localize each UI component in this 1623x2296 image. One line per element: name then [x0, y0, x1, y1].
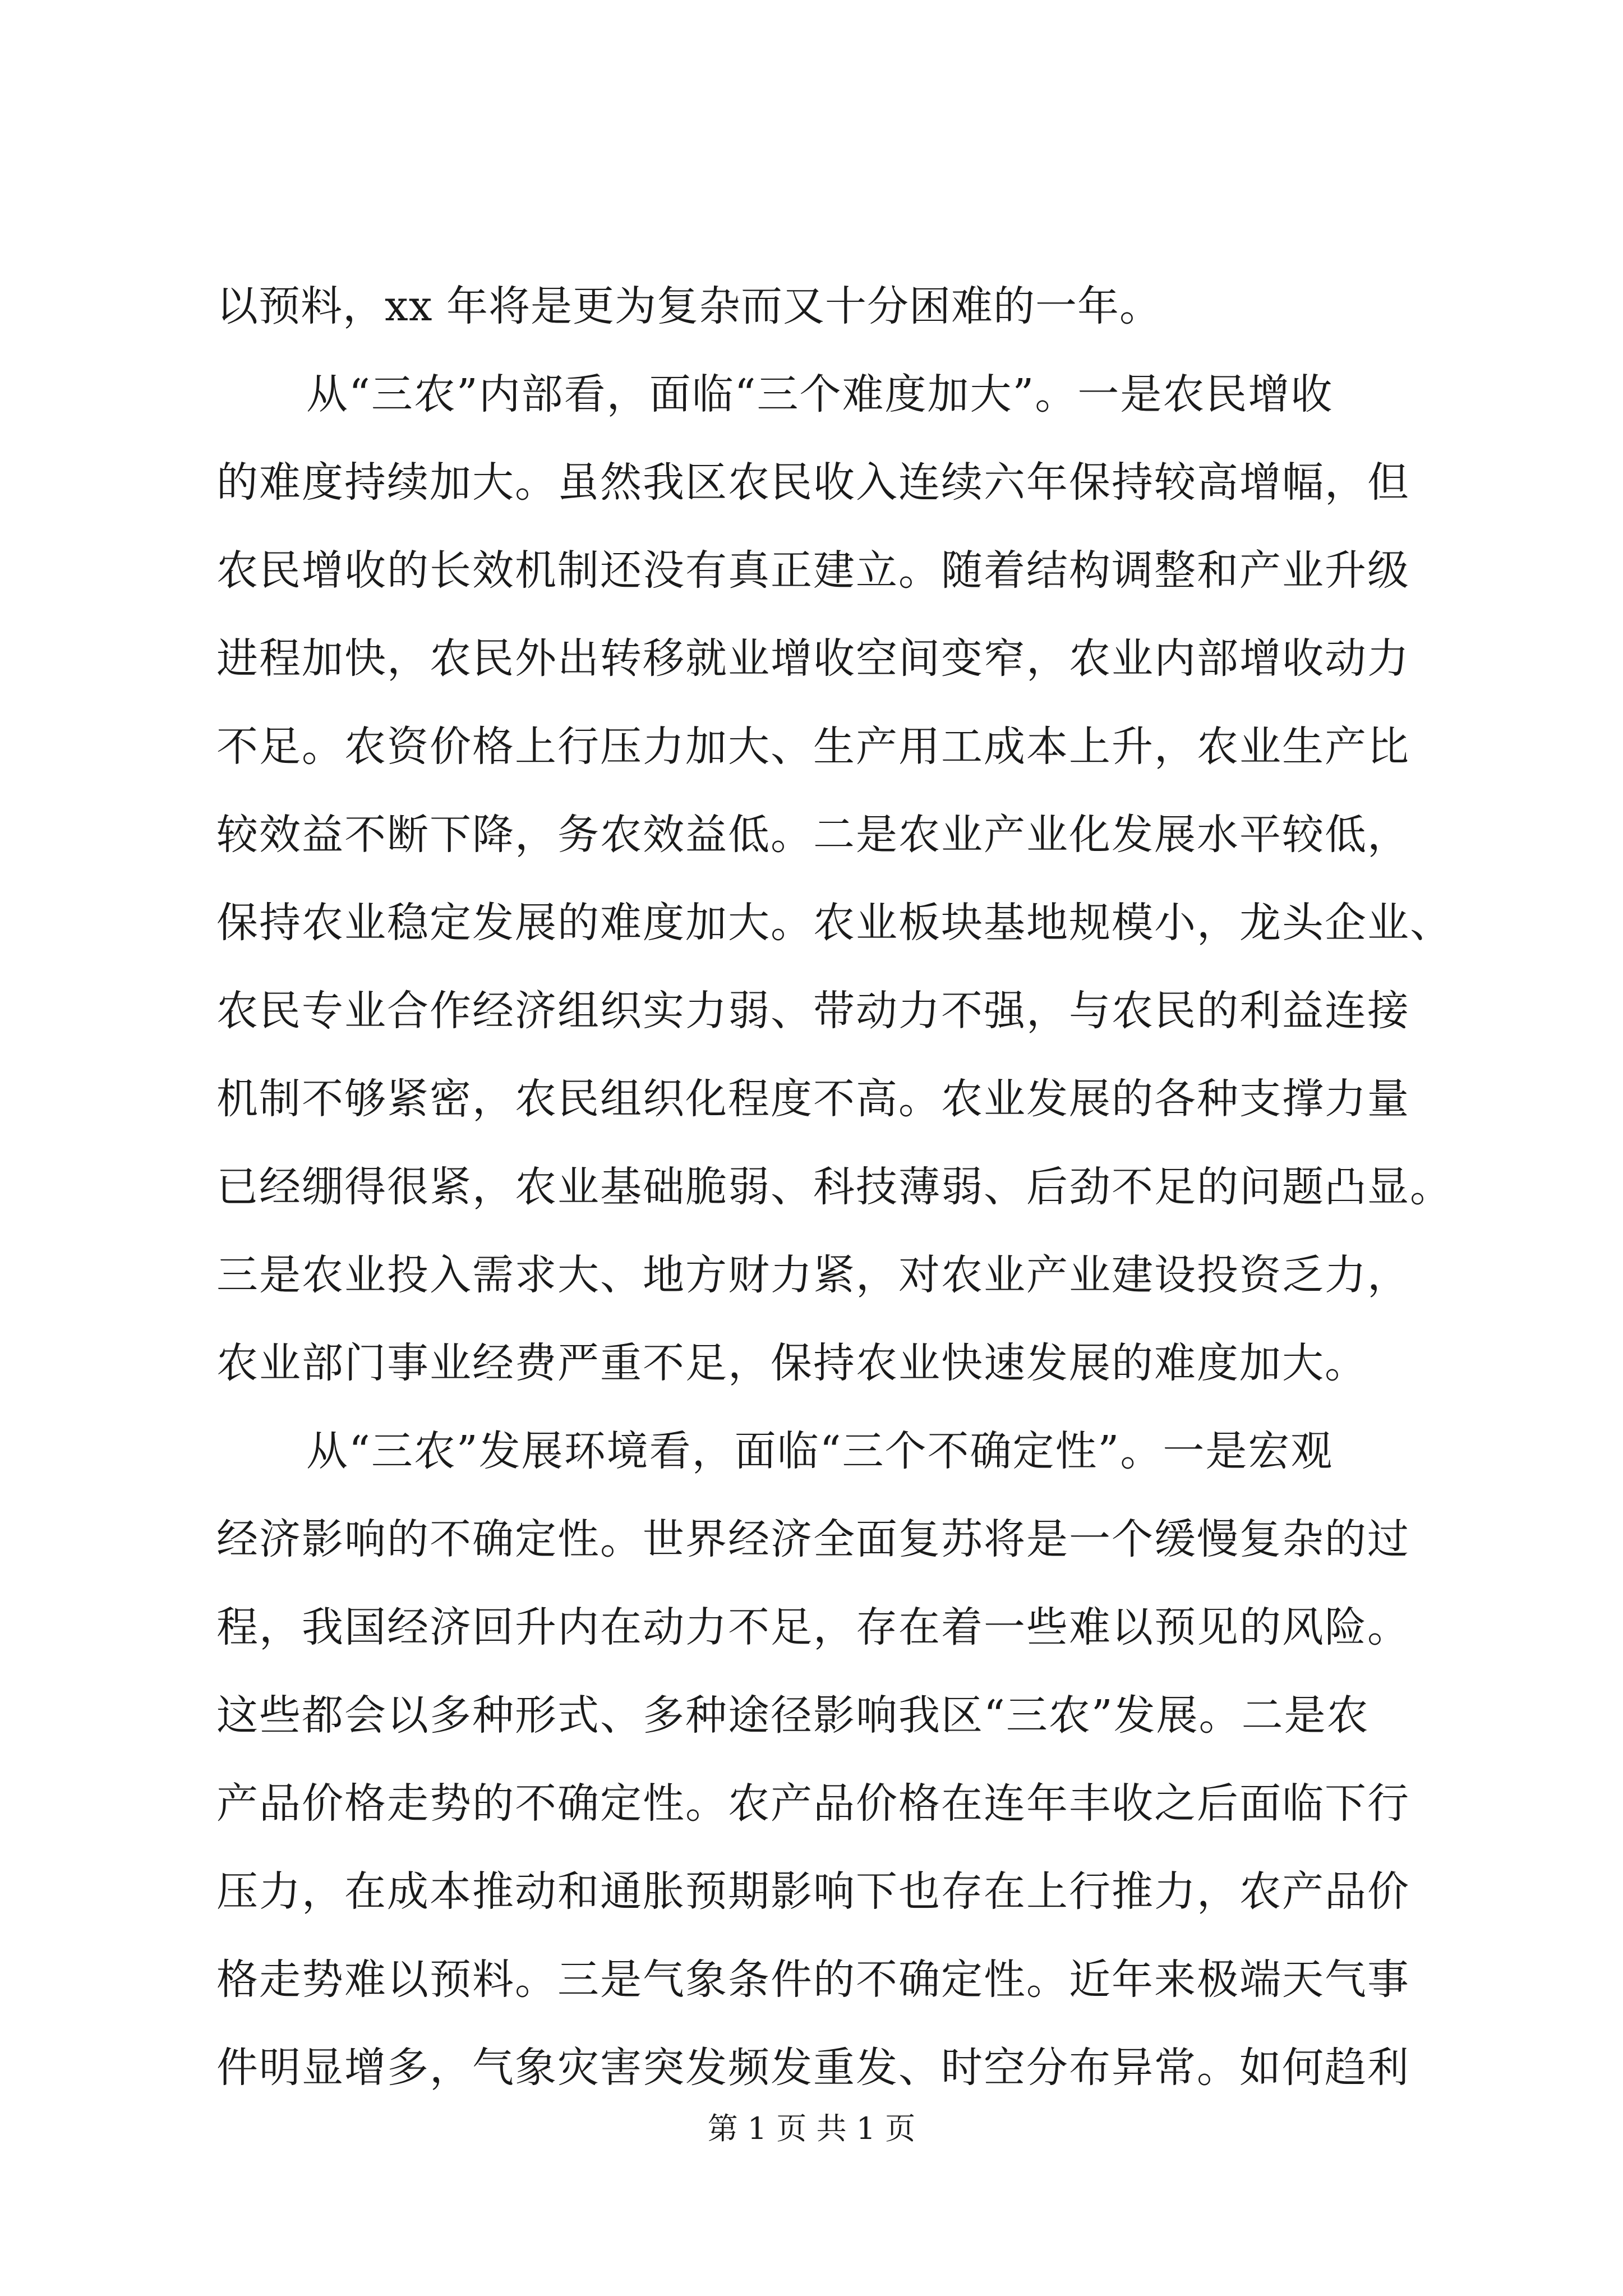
text-line: 保持农业稳定发展的难度加大。农业板块基地规模小，龙头企业、 [216, 899, 1453, 947]
text-line: 农民增收的长效机制还没有真正建立。随着结构调整和产业升级 [216, 546, 1410, 595]
text-line: 格走势难以预料。三是气象条件的不确定性。近年来极端天气事 [216, 1955, 1410, 2004]
text-line: 件明显增多，气象灾害突发频发重发、时空分布异常。如何趋利 [216, 2044, 1410, 2092]
text-line: 机制不够紧密，农民组织化程度不高。农业发展的各种支撑力量 [216, 1075, 1410, 1123]
text-line: 农民专业合作经济组织实力弱、带动力不强，与农民的利益连接 [216, 987, 1410, 1035]
text-line: 产品价格走势的不确定性。农产品价格在连年丰收之后面临下行 [216, 1779, 1410, 1828]
text-line: 较效益不断下降，务农效益低。二是农业产业化发展水平较低， [216, 811, 1410, 859]
text-line: 三是农业投入需求大、地方财力紧，对农业产业建设投资乏力， [216, 1251, 1410, 1299]
text-line: 程，我国经济回升内在动力不足，存在着一些难以预见的风险。 [216, 1603, 1410, 1651]
text-line: 以预料，xx 年将是更为复杂而又十分困难的一年。 [216, 282, 1161, 330]
document-body [216, 263, 1453, 2112]
text-line: 农业部门事业经费严重不足，保持农业快速发展的难度加大。 [216, 1339, 1367, 1387]
text-line: 压力，在成本推动和通胀预期影响下也存在上行推力，农产品价 [216, 1867, 1410, 1916]
paragraph-start-line: 从“三农”发展环境看，面临“三个不确定性”。一是宏观 [306, 1427, 1334, 1475]
paragraph-start-line: 从“三农”内部看，面临“三个难度加大”。一是农民增收 [306, 370, 1334, 418]
text-line: 不足。农资价格上行压力加大、生产用工成本上升，农业生产比 [216, 723, 1410, 771]
page-footer: 第 1 页 共 1 页 [707, 2111, 916, 2146]
text-line: 进程加快，农民外出转移就业增收空间变窄，农业内部增收动力 [216, 634, 1410, 683]
text-line: 这些都会以多种形式、多种途径影响我区“三农”发展。二是农 [216, 1691, 1370, 1740]
text-line: 经济影响的不确定性。世界经济全面复苏将是一个缓慢复杂的过 [216, 1515, 1410, 1563]
text-line: 已经绷得很紧，农业基础脆弱、科技薄弱、后劲不足的问题凸显。 [216, 1163, 1453, 1211]
text-line: 的难度持续加大。虽然我区农民收入连续六年保持较高增幅，但 [216, 458, 1410, 507]
